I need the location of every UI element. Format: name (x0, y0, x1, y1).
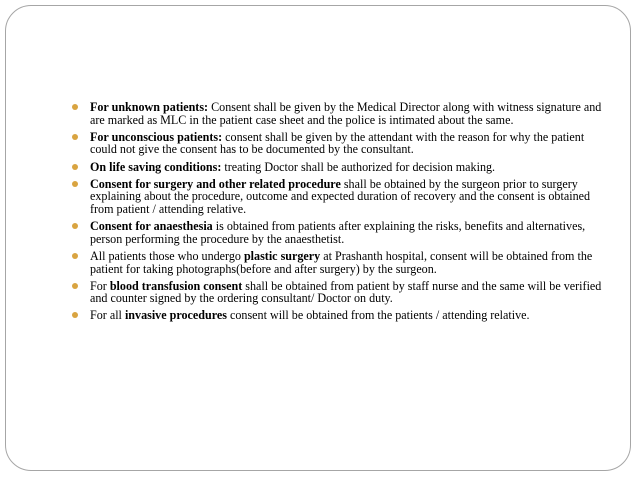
bullet-heading: On life saving conditions: (90, 159, 222, 174)
bullet-text: at Prashanth hospital, consent will be obtained from the patient for taking photographs(before and after surgery) by the surgeon. (90, 248, 593, 276)
bullet-text: treating Doctor shall be authorized for decision making. (221, 159, 496, 174)
bullet-text: is obtained from patients after explaining the risks, benefits and alternatives, person performing the procedure by the anaesthetist. (90, 219, 586, 246)
bullet-text: consent will be obtained from the patients / attending relative. (226, 308, 530, 323)
bullet-dot-icon (72, 104, 78, 110)
bullet-dot-icon (72, 164, 78, 170)
bullet-text-pre: For (90, 278, 110, 293)
bullet-dot-icon (72, 283, 78, 289)
bullet-text: shall be obtained from patient by staff nurse and the same will be verified and counter signed by the ordering consultant/ Doctor on duty. (90, 278, 602, 306)
bullet-text: consent shall be given by the attendant with the reason for why the patient could not give the consent has to be documented by the consultant. (90, 129, 585, 157)
bullet-heading: Consent for anaesthesia (90, 219, 213, 234)
bullet-dot-icon (72, 181, 78, 187)
bullet-text: shall be obtained by the surgeon prior to surgery explaining about the procedure, outcome and expected duration of recovery and the consent is obtained from patient / attending relative. (90, 176, 591, 216)
bullet-dot-icon (72, 312, 78, 318)
bullet-heading: Consent for surgery and other related procedure (90, 176, 341, 191)
bullet-item-unknown-patients (72, 101, 606, 126)
bullet-dot-icon (72, 223, 78, 229)
bullet-item-plastic-surgery (72, 250, 606, 275)
bullet-item-invasive-procedures (72, 309, 606, 322)
bullet-item-blood-transfusion (72, 280, 606, 305)
bullet-item-unconscious-patients (72, 131, 606, 156)
bullet-list (72, 101, 606, 327)
bullet-heading: plastic surgery (243, 248, 321, 263)
bullet-dot-icon (72, 134, 78, 140)
bullet-item-surgery-consent (72, 178, 606, 216)
bullet-heading: For unknown patients: (90, 100, 209, 114)
bullet-item-anaesthesia-consent (72, 220, 606, 245)
bullet-dot-icon (72, 253, 78, 259)
bullet-text-pre: For all (90, 308, 125, 323)
bullet-heading: blood transfusion consent (109, 278, 243, 293)
bullet-item-life-saving (72, 161, 606, 174)
bullet-text-pre: All patients those who undergo (90, 248, 244, 263)
bullet-heading: invasive procedures (124, 308, 227, 323)
bullet-text: Consent shall be given by the Medical Director along with witness signature and are marked as MLC in the patient case sheet and the police is intimated about the same. (90, 100, 602, 127)
bullet-heading: For unconscious patients: (90, 129, 223, 144)
